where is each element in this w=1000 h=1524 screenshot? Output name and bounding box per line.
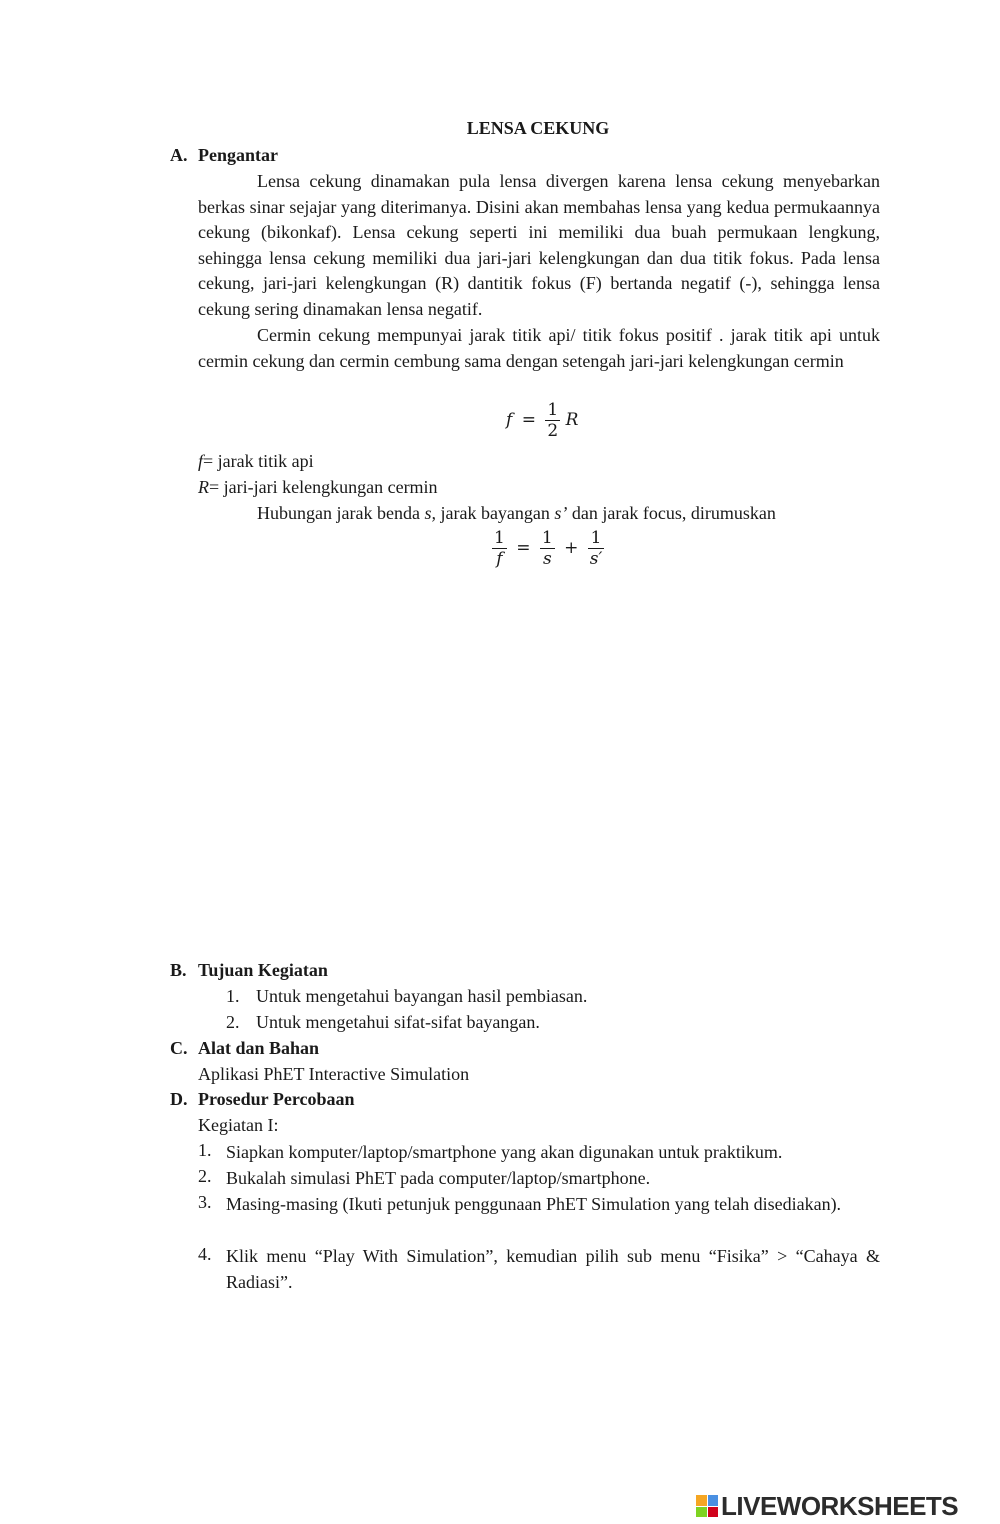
step-4-number: 4. [198,1244,212,1264]
intro-paragraph-2: Cermin cekung mempunyai jarak titik api/ titik fokus positif . jarak titik api untuk cermin cekung dan cermin cembung sama dengan setengah jari-jari kelengkungan cermin [198,325,880,371]
formula-fraction [545,400,560,441]
step-2-text: Bukalah simulasi PhET pada computer/laptop/smartphone. [226,1168,651,1188]
activity-subheading: Kegiatan I: [198,1115,279,1135]
logo-square-1 [696,1495,707,1506]
fraction-numerator: 1 [547,400,559,420]
section-b-heading: Tujuan Kegiatan [198,960,328,980]
formula-r: R [565,410,579,430]
objective-1-text: Untuk mengetahui bayangan hasil pembiasan. [256,986,588,1006]
lens-frac-3-den: s′ [589,549,603,569]
objective-2-number: 2. [226,1012,240,1032]
section-d-letter: D. [170,1089,188,1109]
definition-r-symbol: R [198,477,209,497]
logo-text: LIVEWORKSHEETS [721,1490,959,1521]
section-b-letter: B. [170,960,187,980]
step-2-number: 2. [198,1166,212,1186]
relation-text-1: Hubungan jarak benda [257,503,425,523]
objective-1-number: 1. [226,986,240,1006]
objective-2-text: Untuk mengetahui sifat-sifat bayangan. [256,1012,540,1032]
section-c-heading: Alat dan Bahan [198,1038,320,1058]
relation-var-s-prime: s’ [554,503,568,523]
definition-f-text: = jarak titik api [203,451,314,471]
lens-frac-2-den: s [542,549,552,569]
section-d-heading: Prosedur Percobaan [198,1089,355,1109]
relation-sentence [257,501,776,526]
definition-f [198,449,314,474]
intro-paragraph-1: Lensa cekung dinamakan pula lensa divergen karena lensa cekung menyebarkan berkas sinar sejajar yang diterimanya. Disini akan membahas lensa yang kedua permukaannya cekung (bikonkaf). Lensa cekung seperti ini memiliki dua buah permukaan lengkung, sehingga lensa cekung memiliki dua jari-jari kelengkungan dan dua titik fokus. Pada lensa cekung, jari-jari kelengkungan (R) dantitik fokus (F) bertanda negatif (-), sehingga lensa cekung sering dinamakan lensa negatif. [198,171,880,319]
section-c-letter: C. [170,1038,188,1058]
step-3-number: 3. [198,1192,212,1212]
logo-square-3 [696,1507,707,1518]
document-title: LENSA CEKUNG [466,118,610,138]
step-1-text: Siapkan komputer/laptop/smartphone yang akan digunakan untuk praktikum. [226,1142,783,1162]
step-3-text: Masing-masing (Ikuti petunjuk penggunaan PhET Simulation yang telah disediakan). [226,1194,842,1214]
relation-var-s: s, [424,503,436,523]
lens-frac-3 [588,528,605,569]
lens-frac-2-num: 1 [541,528,553,548]
lens-equals: = [516,538,531,558]
logo-square-4 [708,1507,719,1518]
focal-length-formula [506,400,578,441]
section-a-heading: Pengantar [198,145,278,165]
step-1-number: 1. [198,1140,212,1160]
lens-frac-1 [492,528,507,569]
lens-frac-2 [540,528,555,569]
lens-frac-1-den: f [496,549,503,569]
definition-r-text: = jari-jari kelengkungan cermin [209,477,438,497]
formula-equals: = [521,410,536,430]
step-4-text: Klik menu “Play With Simulation”, kemudian pilih sub menu “Fisika” > “Cahaya & Radiasi”. [226,1246,880,1292]
lens-formula [492,528,604,569]
lens-frac-3-num: 1 [588,528,605,549]
definition-f-symbol: f [198,451,204,471]
liveworksheets-logo [696,1491,958,1521]
logo-mark-icon [696,1495,718,1517]
definition-r [198,475,438,500]
relation-text-3: dan jarak focus, dirumuskan [567,503,776,523]
lens-plus: + [564,538,579,558]
formula-f: f [506,410,513,430]
section-a-letter: A. [170,145,188,165]
fraction-denominator: 2 [547,421,559,441]
logo-square-2 [708,1495,719,1506]
relation-text-2: jarak bayangan [435,503,555,523]
lens-frac-1-num: 1 [494,528,505,548]
materials-text: Aplikasi PhET Interactive Simulation [198,1064,470,1084]
